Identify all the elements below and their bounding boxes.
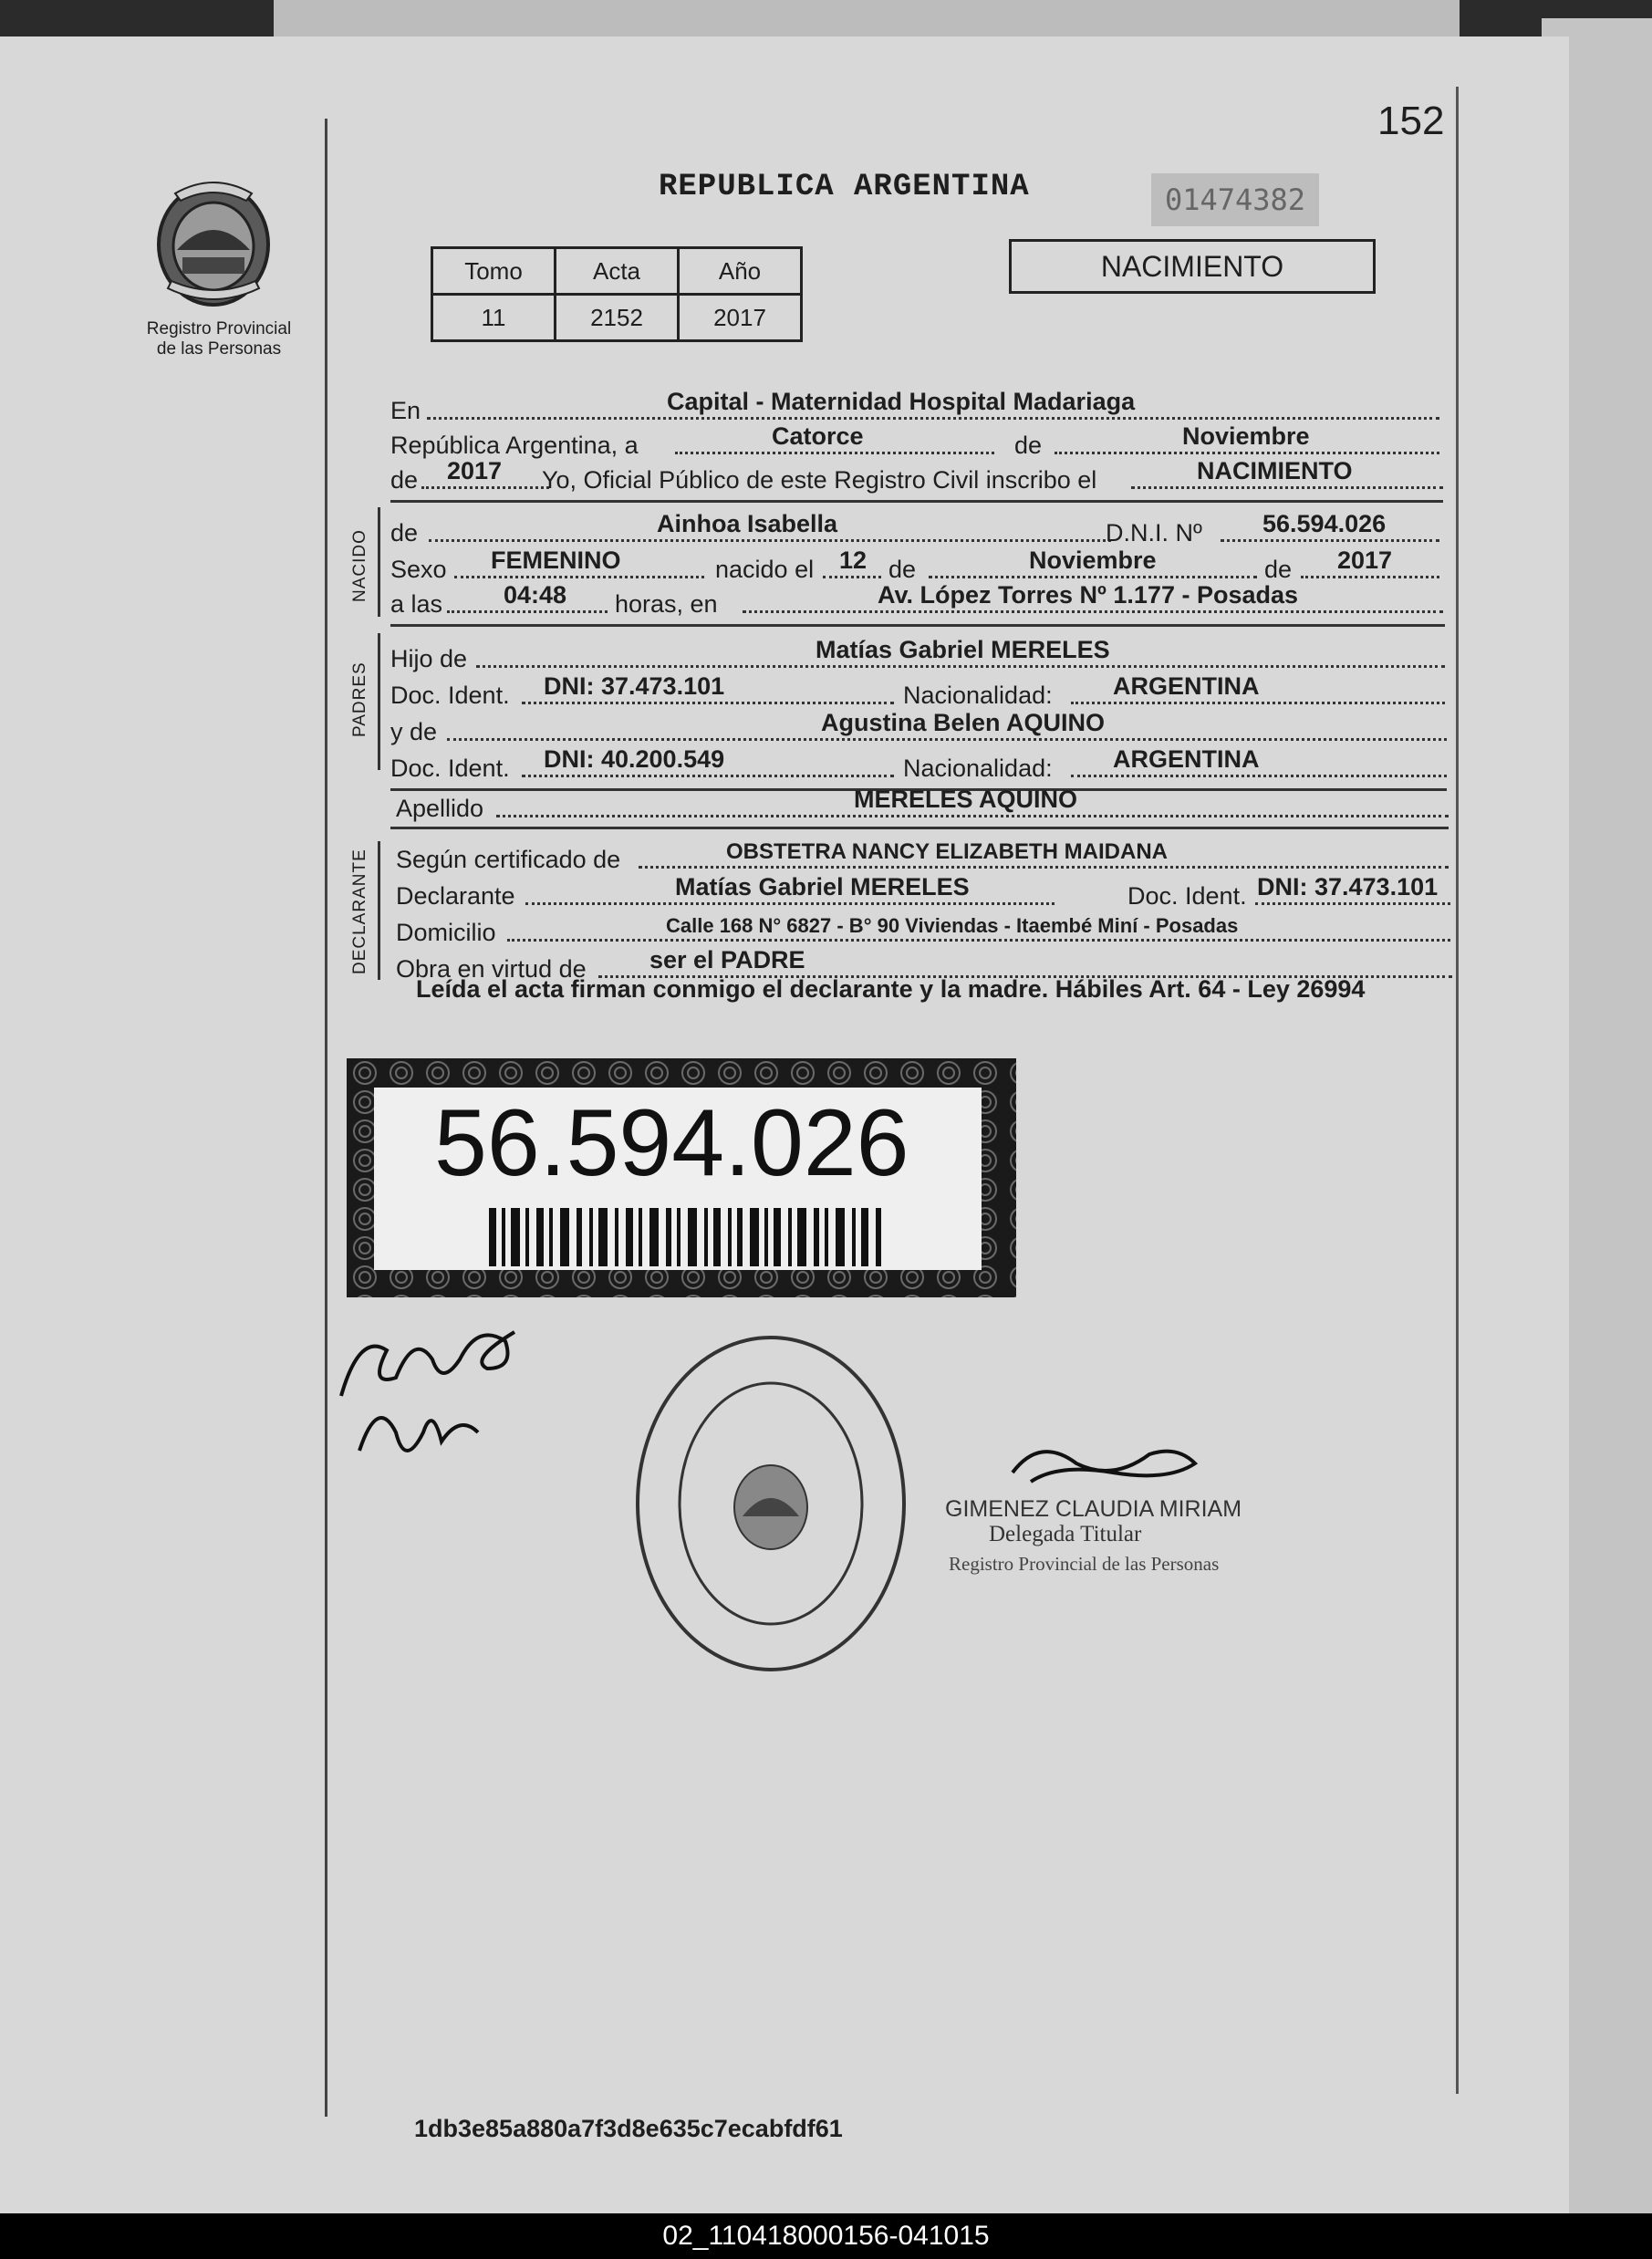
declarant-address: Calle 168 N° 6827 - B° 90 Viviendas - Itaembé Miní - Posadas (666, 914, 1239, 937)
surname-row (390, 786, 1449, 823)
record-type-box: NACIMIENTO (1009, 239, 1376, 294)
dotted-line (421, 486, 549, 489)
dotted-line (823, 576, 881, 578)
dni-number-sticker (347, 1058, 1016, 1297)
declarant-name: Matías Gabriel MERELES (675, 873, 970, 900)
date-row (390, 423, 1439, 460)
barcode (489, 1208, 890, 1266)
dotted-line (454, 576, 704, 578)
dotted-line (639, 866, 1449, 869)
dotted-line (1255, 902, 1450, 905)
official-organization: Registro Provincial de las Personas (949, 1553, 1220, 1575)
dotted-line (1301, 576, 1439, 578)
section-divider (390, 500, 1443, 503)
time-label: a las (390, 590, 443, 618)
child-dni: 56.594.026 (1262, 510, 1387, 537)
dotted-line (525, 902, 1055, 905)
dotted-line (429, 539, 1111, 542)
birth-year: 2017 (1337, 547, 1393, 574)
declarant-label: Declarante (396, 882, 515, 910)
date-prefix: República Argentina, a (390, 432, 639, 459)
father-doc-row (390, 673, 1445, 710)
declarant-signature (332, 1296, 542, 1478)
value-acta: 2152 (556, 295, 679, 341)
declarante-section-bar (378, 841, 380, 980)
cert-label: Según certificado de (396, 846, 621, 873)
official-role: Delegada Titular (989, 1522, 1142, 1546)
padres-section-bar (378, 633, 380, 770)
dni-sticker-number: 56.594.026 (434, 1090, 909, 1196)
serial-number: 01474382 (1151, 173, 1319, 226)
place-label: En (390, 397, 421, 424)
footer-id: 02_110418000156-041015 (662, 2221, 990, 2251)
dotted-line (1071, 702, 1445, 704)
dni-label: D.N.I. Nº (1106, 519, 1202, 547)
province-emblem (150, 173, 277, 310)
birth-month: Noviembre (1029, 547, 1157, 574)
padres-section-label: PADRES (350, 661, 369, 737)
surname-label: Apellido (396, 795, 484, 822)
hijo-de-label: Hijo de (390, 645, 468, 672)
mother-doc-row (390, 746, 1447, 783)
reference-header-row (432, 248, 802, 295)
address-label: Domicilio (396, 919, 496, 946)
address-row (390, 911, 1450, 947)
date-day: Catorce (772, 422, 864, 450)
birth-de-1: de (888, 556, 917, 583)
father-row (390, 637, 1445, 673)
year-value: 2017 (447, 457, 503, 484)
nacido-name-row (390, 511, 1439, 547)
nacido-de: de (390, 519, 419, 547)
declarant-doc: DNI: 37.473.101 (1257, 873, 1439, 900)
dotted-line (476, 665, 1445, 668)
mother-name: Agustina Belen AQUINO (821, 709, 1106, 736)
value-tomo: 11 (432, 295, 556, 341)
doc-label: Doc. Ident. (390, 755, 510, 782)
father-nationality: ARGENTINA (1113, 672, 1260, 700)
country-title: REPUBLICA ARGENTINA (659, 170, 1030, 204)
y-de-label: y de (390, 718, 438, 745)
page-number: 152 (1377, 99, 1445, 143)
dotted-line (427, 417, 1439, 420)
official-signature (1003, 1436, 1204, 1500)
certificate-row (390, 838, 1449, 874)
mother-row (390, 710, 1447, 746)
nationality-label: Nacionalidad: (903, 682, 1053, 709)
dotted-line (447, 610, 608, 613)
birth-day: 12 (839, 547, 868, 574)
date-de: de (1014, 432, 1043, 459)
dotted-line (507, 939, 1450, 942)
father-doc: DNI: 37.473.101 (544, 672, 725, 700)
dotted-line (1131, 486, 1443, 489)
dotted-line (1071, 775, 1447, 777)
nacido-section-label: NACIDO (350, 529, 369, 602)
document-hash: 1db3e85a880a7f3d8e635c7ecabfdf61 (414, 2115, 843, 2142)
declarante-section-label: DECLARANTE (350, 848, 369, 974)
reference-table (431, 246, 803, 342)
year-row (390, 458, 1443, 494)
left-margin-rule (325, 119, 327, 2117)
hours-label: horas, en (615, 590, 718, 618)
year-de: de (390, 466, 419, 494)
nacido-el-label: nacido el (715, 556, 815, 583)
nacido-sex-row (390, 547, 1439, 584)
footer-bar (0, 2213, 1652, 2259)
place-row (390, 389, 1439, 425)
certificate-issuer: OBSTETRA NANCY ELIZABETH MAIDANA (726, 839, 1168, 864)
surname-value: MERELES AQUINO (854, 786, 1078, 813)
place-value: Capital - Maternidad Hospital Madariaga (667, 388, 1136, 415)
closing-statement: Leída el acta firman conmigo el declarante y la madre. Hábiles Art. 64 - Ley 26994 (416, 975, 1366, 1003)
child-sex: FEMENINO (491, 547, 621, 574)
right-margin-rule (1456, 87, 1459, 2094)
sexo-label: Sexo (390, 556, 447, 583)
reference-value-row (432, 295, 802, 341)
mother-doc: DNI: 40.200.549 (544, 745, 725, 773)
birth-de-2: de (1264, 556, 1293, 583)
dotted-line (929, 576, 1257, 578)
nationality-label: Nacionalidad: (903, 755, 1053, 782)
year-text: Yo, Oficial Público de este Registro Civil inscribo el (542, 466, 1097, 494)
header-ano: Año (679, 248, 802, 295)
header-acta: Acta (556, 248, 679, 295)
header-tomo: Tomo (432, 248, 556, 295)
section-divider (390, 827, 1449, 829)
date-month: Noviembre (1182, 422, 1310, 450)
record-inscribed: NACIMIENTO (1197, 457, 1353, 484)
dotted-line (1221, 539, 1439, 542)
declarant-row (390, 874, 1450, 911)
dotted-line (743, 610, 1443, 613)
father-name: Matías Gabriel MERELES (816, 636, 1110, 663)
reason-label: Obra en virtud de (396, 955, 587, 983)
dotted-line (675, 452, 994, 454)
sticker-label-area (374, 1088, 982, 1270)
registry-caption-line-1: Registro Provincial (146, 319, 292, 338)
registry-caption-line-2: de las Personas (156, 339, 282, 359)
nacido-time-row (390, 582, 1443, 619)
section-divider (390, 624, 1445, 627)
registry-caption (128, 319, 310, 359)
nacido-section-bar (378, 507, 380, 617)
dotted-line (1055, 452, 1439, 454)
dotted-line (447, 738, 1447, 741)
official-seal (633, 1334, 909, 1673)
mother-nationality: ARGENTINA (1113, 745, 1260, 773)
declarant-reason: ser el PADRE (649, 946, 805, 973)
birth-place: Av. López Torres Nº 1.177 - Posadas (878, 581, 1299, 609)
dotted-line (522, 775, 894, 777)
dotted-line (522, 702, 894, 704)
birth-time: 04:48 (504, 581, 567, 609)
dotted-line (496, 815, 1449, 817)
child-name: Ainhoa Isabella (657, 510, 838, 537)
doc-label: Doc. Ident. (390, 682, 510, 709)
value-ano: 2017 (679, 295, 802, 341)
official-name: GIMENEZ CLAUDIA MIRIAM (945, 1496, 1242, 1522)
declarant-doc-label: Doc. Ident. (1127, 882, 1247, 910)
